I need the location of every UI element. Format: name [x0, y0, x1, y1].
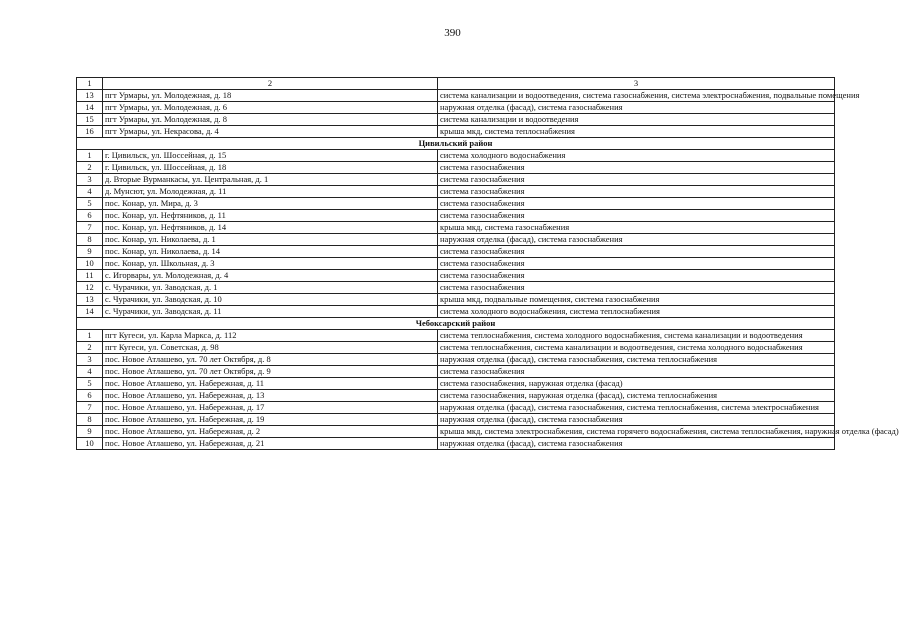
row-number: 9 [77, 426, 103, 438]
row-works: крыша мкд, система теплоснабжения [438, 126, 835, 138]
row-works: система газоснабжения [438, 198, 835, 210]
row-address: с. Чурачики, ул. Заводская, д. 1 [103, 282, 438, 294]
table-row [77, 426, 835, 438]
row-works: крыша мкд, система газоснабжения [438, 222, 835, 234]
row-works: крыша мкд, система электроснабжения, система горячего водоснабжения, система теплоснабжения, наружная отделка (фасад) [438, 426, 835, 438]
row-works: система холодного водоснабжения [438, 150, 835, 162]
row-number: 7 [77, 222, 103, 234]
row-number: 16 [77, 126, 103, 138]
column-number-row [77, 78, 835, 90]
row-works: наружная отделка (фасад), система газоснабжения [438, 102, 835, 114]
row-address: пос. Новое Атлашево, ул. Набережная, д. 17 [103, 402, 438, 414]
row-works: система холодного водоснабжения, система теплоснабжения [438, 306, 835, 318]
row-number: 12 [77, 282, 103, 294]
row-works: система газоснабжения, наружная отделка (фасад), система теплоснабжения [438, 390, 835, 402]
row-works: система газоснабжения [438, 210, 835, 222]
row-number: 13 [77, 294, 103, 306]
row-number: 4 [77, 366, 103, 378]
row-address: пос. Новое Атлашево, ул. 70 лет Октября, д. 8 [103, 354, 438, 366]
row-works: система канализации и водоотведения [438, 114, 835, 126]
row-number: 8 [77, 234, 103, 246]
row-number: 3 [77, 174, 103, 186]
table-row [77, 234, 835, 246]
row-address: пгт Урмары, ул. Некрасова, д. 4 [103, 126, 438, 138]
row-address: с. Чурачики, ул. Заводская, д. 10 [103, 294, 438, 306]
row-works: система газоснабжения [438, 246, 835, 258]
page-number: 390 [444, 27, 461, 39]
row-address: д. Вторые Вурманкасы, ул. Центральная, д. 1 [103, 174, 438, 186]
table-row [77, 258, 835, 270]
table-row [77, 174, 835, 186]
row-address: пос. Конар, ул. Николаева, д. 1 [103, 234, 438, 246]
district-title: Чебоксарский район [77, 318, 835, 330]
row-number: 10 [77, 438, 103, 450]
row-works: система газоснабжения [438, 366, 835, 378]
row-number: 14 [77, 102, 103, 114]
row-number: 10 [77, 258, 103, 270]
row-number: 5 [77, 378, 103, 390]
row-number: 6 [77, 210, 103, 222]
row-address: пос. Конар, ул. Нефтяников, д. 14 [103, 222, 438, 234]
table-row [77, 90, 835, 102]
table-row [77, 366, 835, 378]
row-address: пос. Новое Атлашево, ул. Набережная, д. 19 [103, 414, 438, 426]
row-number: 8 [77, 414, 103, 426]
row-address: пос. Новое Атлашево, ул. Набережная, д. 2 [103, 426, 438, 438]
column-number-1: 1 [77, 78, 103, 90]
row-works: система канализации и водоотведения, система газоснабжения, система электроснабжения, подвальные помещения [438, 90, 835, 102]
table-row [77, 282, 835, 294]
row-number: 5 [77, 198, 103, 210]
table-row [77, 186, 835, 198]
row-address: пгт Урмары, ул. Молодежная, д. 6 [103, 102, 438, 114]
table-row [77, 114, 835, 126]
table-row [77, 294, 835, 306]
column-number-2: 2 [103, 78, 438, 90]
row-works: наружная отделка (фасад), система газоснабжения, система теплоснабжения, система электроснабжения [438, 402, 835, 414]
row-works: наружная отделка (фасад), система газоснабжения, система теплоснабжения [438, 354, 835, 366]
table-row [77, 414, 835, 426]
table-row [77, 126, 835, 138]
table-row [77, 162, 835, 174]
row-number: 3 [77, 354, 103, 366]
table-row [77, 210, 835, 222]
row-number: 2 [77, 342, 103, 354]
district-title: Цивильский район [77, 138, 835, 150]
row-works: система газоснабжения [438, 258, 835, 270]
row-number: 9 [77, 246, 103, 258]
row-number: 6 [77, 390, 103, 402]
row-number: 7 [77, 402, 103, 414]
row-works: наружная отделка (фасад), система газоснабжения [438, 438, 835, 450]
row-address: с. Игорвары, ул. Молодежная, д. 4 [103, 270, 438, 282]
row-address: пгт Урмары, ул. Молодежная, д. 18 [103, 90, 438, 102]
table-row [77, 102, 835, 114]
table-row [77, 390, 835, 402]
row-number: 1 [77, 150, 103, 162]
table-row [77, 198, 835, 210]
row-works: система газоснабжения [438, 174, 835, 186]
section-header-row [77, 138, 835, 150]
row-address: пос. Новое Атлашево, ул. Набережная, д. 21 [103, 438, 438, 450]
row-works: система газоснабжения [438, 162, 835, 174]
table-row [77, 150, 835, 162]
row-number: 14 [77, 306, 103, 318]
row-address: д. Мунсют, ул. Молодежная, д. 11 [103, 186, 438, 198]
housing-repair-table [76, 77, 899, 450]
table-row [77, 378, 835, 390]
row-works: система газоснабжения [438, 282, 835, 294]
row-works: система теплоснабжения, система холодного водоснабжения, система канализации и водоотведения [438, 330, 835, 342]
row-address: пос. Конар, ул. Николаева, д. 14 [103, 246, 438, 258]
table-row [77, 222, 835, 234]
table-row [77, 438, 835, 450]
row-address: пос. Новое Атлашево, ул. 70 лет Октября, д. 9 [103, 366, 438, 378]
row-address: пос. Новое Атлашево, ул. Набережная, д. 11 [103, 378, 438, 390]
row-address: пгт Урмары, ул. Молодежная, д. 8 [103, 114, 438, 126]
row-number: 15 [77, 114, 103, 126]
row-works: система газоснабжения [438, 186, 835, 198]
row-address: г. Цивильск, ул. Шоссейная, д. 15 [103, 150, 438, 162]
row-works: система теплоснабжения, система канализации и водоотведения, система холодного водоснабжения [438, 342, 835, 354]
table-row [77, 270, 835, 282]
row-works: система газоснабжения, наружная отделка (фасад) [438, 378, 835, 390]
row-address: пгт Кугеси, ул. Карла Маркса, д. 112 [103, 330, 438, 342]
row-number: 11 [77, 270, 103, 282]
table-row [77, 246, 835, 258]
row-address: пос. Новое Атлашево, ул. Набережная, д. 13 [103, 390, 438, 402]
row-works: наружная отделка (фасад), система газоснабжения [438, 234, 835, 246]
row-address: г. Цивильск, ул. Шоссейная, д. 18 [103, 162, 438, 174]
row-works: наружная отделка (фасад), система газоснабжения [438, 414, 835, 426]
table-row [77, 342, 835, 354]
row-works: крыша мкд, подвальные помещения, система газоснабжения [438, 294, 835, 306]
table-body [77, 90, 899, 450]
table-row [77, 306, 835, 318]
section-header-row [77, 318, 835, 330]
row-address: пос. Конар, ул. Школьная, д. 3 [103, 258, 438, 270]
table-row [77, 402, 835, 414]
row-number: 2 [77, 162, 103, 174]
row-number: 1 [77, 330, 103, 342]
column-number-3: 3 [438, 78, 835, 90]
row-number: 13 [77, 90, 103, 102]
row-address: пгт Кугеси, ул. Советская, д. 98 [103, 342, 438, 354]
row-address: с. Чурачики, ул. Заводская, д. 11 [103, 306, 438, 318]
row-address: пос. Конар, ул. Нефтяников, д. 11 [103, 210, 438, 222]
table-row [77, 354, 835, 366]
row-address: пос. Конар, ул. Мира, д. 3 [103, 198, 438, 210]
row-works: система газоснабжения [438, 270, 835, 282]
table-row [77, 330, 835, 342]
row-number: 4 [77, 186, 103, 198]
